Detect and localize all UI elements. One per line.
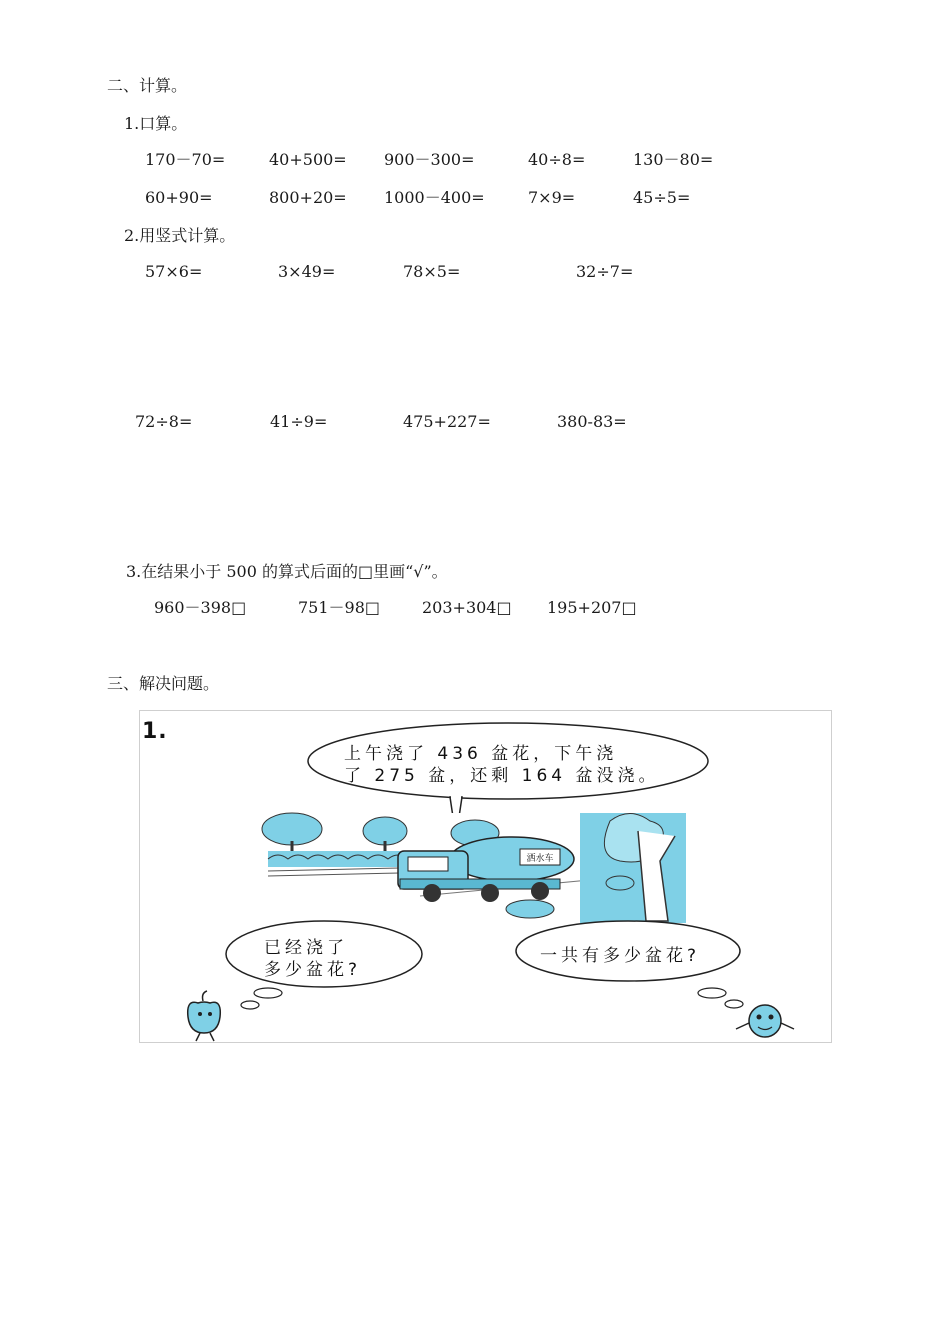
part-3-title: 3.在结果小于 500 的算式后面的□里画“√”。 bbox=[126, 562, 448, 581]
part-1-title: 1.口算。 bbox=[124, 114, 188, 133]
vertical-calc-item: 72÷8= bbox=[135, 412, 193, 431]
part-2-title: 2.用竖式计算。 bbox=[124, 226, 236, 245]
right-bubble-text: 一共有多少盆花? bbox=[540, 946, 701, 966]
street-scene bbox=[262, 813, 686, 923]
top-bubble-line-1: 上午浇了 436 盆花，下午浇 bbox=[344, 744, 618, 764]
section-2-title: 二、计算。 bbox=[107, 76, 188, 95]
vertical-calc-item: 41÷9= bbox=[270, 412, 328, 431]
truck-label: 洒水车 bbox=[526, 854, 554, 864]
oral-calc-item: 800+20= bbox=[269, 188, 347, 207]
section-3-title: 三、解决问题。 bbox=[107, 674, 220, 693]
left-bubble-line-1: 已经浇了 bbox=[264, 938, 348, 958]
oral-calc-item: 7×9= bbox=[528, 188, 576, 207]
oral-calc-item: 900－300= bbox=[384, 150, 475, 169]
round-character bbox=[736, 1005, 794, 1037]
problem-1-illustration bbox=[139, 710, 832, 1043]
top-bubble-line-2: 了 275 盆，还剩 164 盆没浇。 bbox=[344, 766, 660, 786]
vertical-calc-item: 475+227= bbox=[403, 412, 491, 431]
vertical-calc-item: 57×6= bbox=[145, 262, 203, 281]
check-item: 203+304□ bbox=[422, 598, 512, 617]
problem-number: 1. bbox=[142, 719, 168, 744]
left-bubble-line-2: 多少盆花? bbox=[264, 960, 362, 980]
vertical-calc-item: 78×5= bbox=[403, 262, 461, 281]
oral-calc-item: 45÷5= bbox=[633, 188, 691, 207]
vertical-calc-item: 380-83= bbox=[557, 412, 627, 431]
vertical-calc-item: 3×49= bbox=[278, 262, 336, 281]
oral-calc-item: 170－70= bbox=[145, 150, 226, 169]
oral-calc-item: 130－80= bbox=[633, 150, 714, 169]
pepper-character bbox=[188, 991, 221, 1041]
oral-calc-item: 40÷8= bbox=[528, 150, 586, 169]
vertical-calc-item: 32÷7= bbox=[576, 262, 634, 281]
oral-calc-item: 40+500= bbox=[269, 150, 347, 169]
check-item: 195+207□ bbox=[547, 598, 637, 617]
check-item: 960－398□ bbox=[154, 598, 247, 617]
oral-calc-item: 60+90= bbox=[145, 188, 213, 207]
check-item: 751－98□ bbox=[298, 598, 381, 617]
oral-calc-item: 1000－400= bbox=[384, 188, 485, 207]
